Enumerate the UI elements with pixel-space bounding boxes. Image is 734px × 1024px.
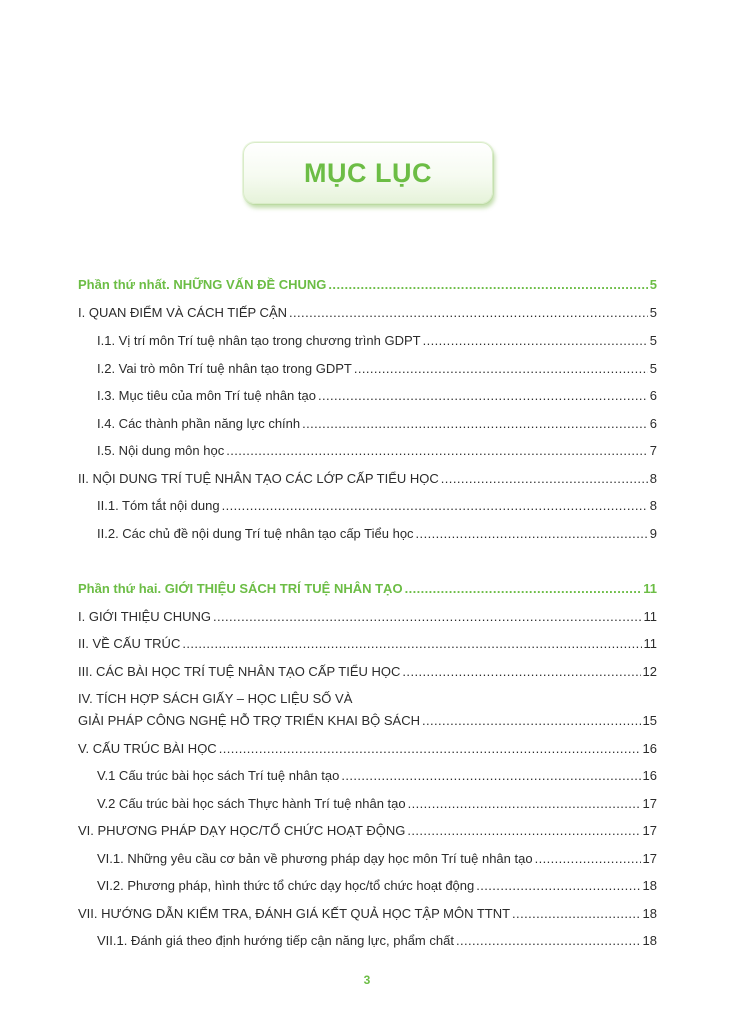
toc-entry-page: 5 (649, 277, 657, 292)
dot-leader (535, 850, 641, 867)
toc-subsection-i-1[interactable] (97, 332, 657, 349)
dot-leader (423, 332, 648, 349)
toc-entry-page: 15 (642, 713, 657, 728)
dot-leader (226, 442, 648, 459)
toc-subsection-vii-1[interactable] (97, 932, 657, 949)
toc-section-kiem-tra[interactable] (78, 905, 657, 922)
toc-entry-label: VII.1. Đánh giá theo định hướng tiếp cận năng lực, phẩm chất (97, 933, 454, 948)
toc-entry-page: 6 (649, 416, 657, 431)
toc-entry-page: 7 (649, 443, 657, 458)
toc-title: MỤC LỤC (304, 157, 432, 188)
dot-leader (456, 932, 641, 949)
page-number: 3 (363, 973, 371, 987)
toc-entry-page: 11 (643, 581, 657, 596)
toc-entry-label: GIẢI PHÁP CÔNG NGHỆ HỖ TRỢ TRIỂN KHAI BỘ SÁCH (78, 713, 420, 728)
toc-entry-page: 16 (642, 768, 657, 783)
dot-leader (422, 712, 641, 729)
toc-entry-label: I.2. Vai trò môn Trí tuệ nhân tạo trong GDPT (97, 361, 352, 376)
toc-subsection-v-2[interactable] (97, 795, 657, 812)
toc-entry-label: II.1. Tóm tắt nội dung (97, 498, 220, 513)
toc-entry-page: 11 (643, 609, 657, 624)
toc-entry-label: I. QUAN ĐIỂM VÀ CÁCH TIẾP CẬN (78, 305, 288, 320)
toc-entry-label: I.4. Các thành phần năng lực chính (97, 416, 301, 431)
toc-entry-page: 12 (642, 664, 657, 679)
toc-entry-label: I. GIỚI THIỆU CHUNG (78, 609, 211, 624)
dot-leader (441, 470, 648, 487)
toc-subsection-v-1[interactable] (97, 767, 657, 784)
toc-entry-label: Phần thứ nhất. NHỮNG VẤN ĐỀ CHUNG (78, 277, 327, 292)
toc-subsection-i-5[interactable] (97, 442, 657, 459)
dot-leader (354, 360, 648, 377)
toc-entry-page: 16 (642, 741, 657, 756)
toc-section-gioi-thieu[interactable] (78, 608, 657, 625)
toc-entry-label: I.3. Mục tiêu của môn Trí tuệ nhân tạo (97, 388, 316, 403)
toc-subsection-i-4[interactable] (97, 415, 657, 432)
toc-entry-page: 6 (649, 388, 657, 403)
toc-section-cau-truc[interactable] (78, 635, 657, 652)
toc-entry-label: V. CẤU TRÚC BÀI HỌC (78, 741, 217, 756)
toc-entry-page: 5 (649, 333, 657, 348)
toc-entry-label: II. NỘI DUNG TRÍ TUỆ NHÂN TẠO CÁC LỚP CẤP TIỂU HỌC (78, 471, 439, 486)
toc-subsection-vi-2[interactable] (97, 877, 657, 894)
dot-leader (408, 795, 641, 812)
toc-subsection-i-3[interactable] (97, 387, 657, 404)
toc-entry-page: 9 (649, 526, 657, 541)
dot-leader (318, 387, 648, 404)
toc-entry-label: VI.1. Những yêu cầu cơ bản về phương pháp dạy học môn Trí tuệ nhân tạo (97, 851, 533, 866)
dot-leader (222, 497, 648, 514)
toc-part-1[interactable] (78, 276, 657, 293)
toc-entry-page: 17 (642, 851, 657, 866)
toc-part-2[interactable] (78, 580, 657, 597)
toc-section-i[interactable] (78, 304, 657, 321)
toc-entry-page: 8 (649, 498, 657, 513)
toc-entry-label: I.5. Nội dung môn học (97, 443, 225, 458)
toc-entry-label: II. VỀ CẤU TRÚC (78, 636, 181, 651)
toc-entry-page: 17 (642, 823, 657, 838)
dot-leader (407, 822, 640, 839)
toc-entry-label: VI.2. Phương pháp, hình thức tổ chức dạy học/tổ chức hoạt động (97, 878, 475, 893)
toc-section-tich-hop[interactable] (78, 712, 657, 729)
toc-entry-label: VI. PHƯƠNG PHÁP DẠY HỌC/TỔ CHỨC HOẠT ĐỘNG (78, 823, 406, 838)
dot-leader (213, 608, 642, 625)
toc-entry-label: III. CÁC BÀI HỌC TRÍ TUỆ NHÂN TẠO CẤP TIỂU HỌC (78, 664, 401, 679)
dot-leader (512, 905, 640, 922)
dot-leader (416, 525, 648, 542)
toc-entry-page: 18 (642, 933, 657, 948)
toc-entry-page: 17 (642, 796, 657, 811)
dot-leader (476, 877, 640, 894)
toc-entry-label: V.1 Cấu trúc bài học sách Trí tuệ nhân tạo (97, 768, 340, 783)
toc-subsection-i-2[interactable] (97, 360, 657, 377)
toc-entry-label-line1[interactable]: IV. TÍCH HỢP SÁCH GIẤY – HỌC LIỆU SỐ VÀ (78, 691, 353, 706)
toc-entry-label: VII. HƯỚNG DẪN KIỂM TRA, ĐÁNH GIÁ KẾT QUẢ HỌC TẬP MÔN TTNT (78, 906, 511, 921)
dot-leader (405, 580, 642, 597)
toc-entry-page: 5 (649, 305, 657, 320)
toc-subsection-vi-1[interactable] (97, 850, 657, 867)
dot-leader (341, 767, 640, 784)
toc-entry-page: 5 (649, 361, 657, 376)
toc-section-cau-truc-bai-hoc[interactable] (78, 740, 657, 757)
toc-entry-label: I.1. Vị trí môn Trí tuệ nhân tạo trong chương trình GDPT (97, 333, 421, 348)
toc-section-ii[interactable] (78, 470, 657, 487)
toc-entry-page: 18 (642, 906, 657, 921)
toc-entry-label: V.2 Cấu trúc bài học sách Thực hành Trí tuệ nhân tạo (97, 796, 406, 811)
toc-entry-page: 11 (643, 636, 657, 651)
toc-entry-label: Phần thứ hai. GIỚI THIỆU SÁCH TRÍ TUỆ NHÂN TẠO (78, 581, 403, 596)
toc-subsection-ii-2[interactable] (97, 525, 657, 542)
toc-entry-page: 18 (642, 878, 657, 893)
dot-leader (302, 415, 648, 432)
dot-leader (182, 635, 641, 652)
dot-leader (289, 304, 648, 321)
dot-leader (402, 663, 640, 680)
toc-section-bai-hoc[interactable] (78, 663, 657, 680)
toc-section-phuong-phap[interactable] (78, 822, 657, 839)
toc-entry-label: II.2. Các chủ đề nội dung Trí tuệ nhân tạo cấp Tiểu học (97, 526, 414, 541)
toc-subsection-ii-1[interactable] (97, 497, 657, 514)
dot-leader (328, 276, 647, 293)
dot-leader (219, 740, 641, 757)
toc-entry-page: 8 (649, 471, 657, 486)
